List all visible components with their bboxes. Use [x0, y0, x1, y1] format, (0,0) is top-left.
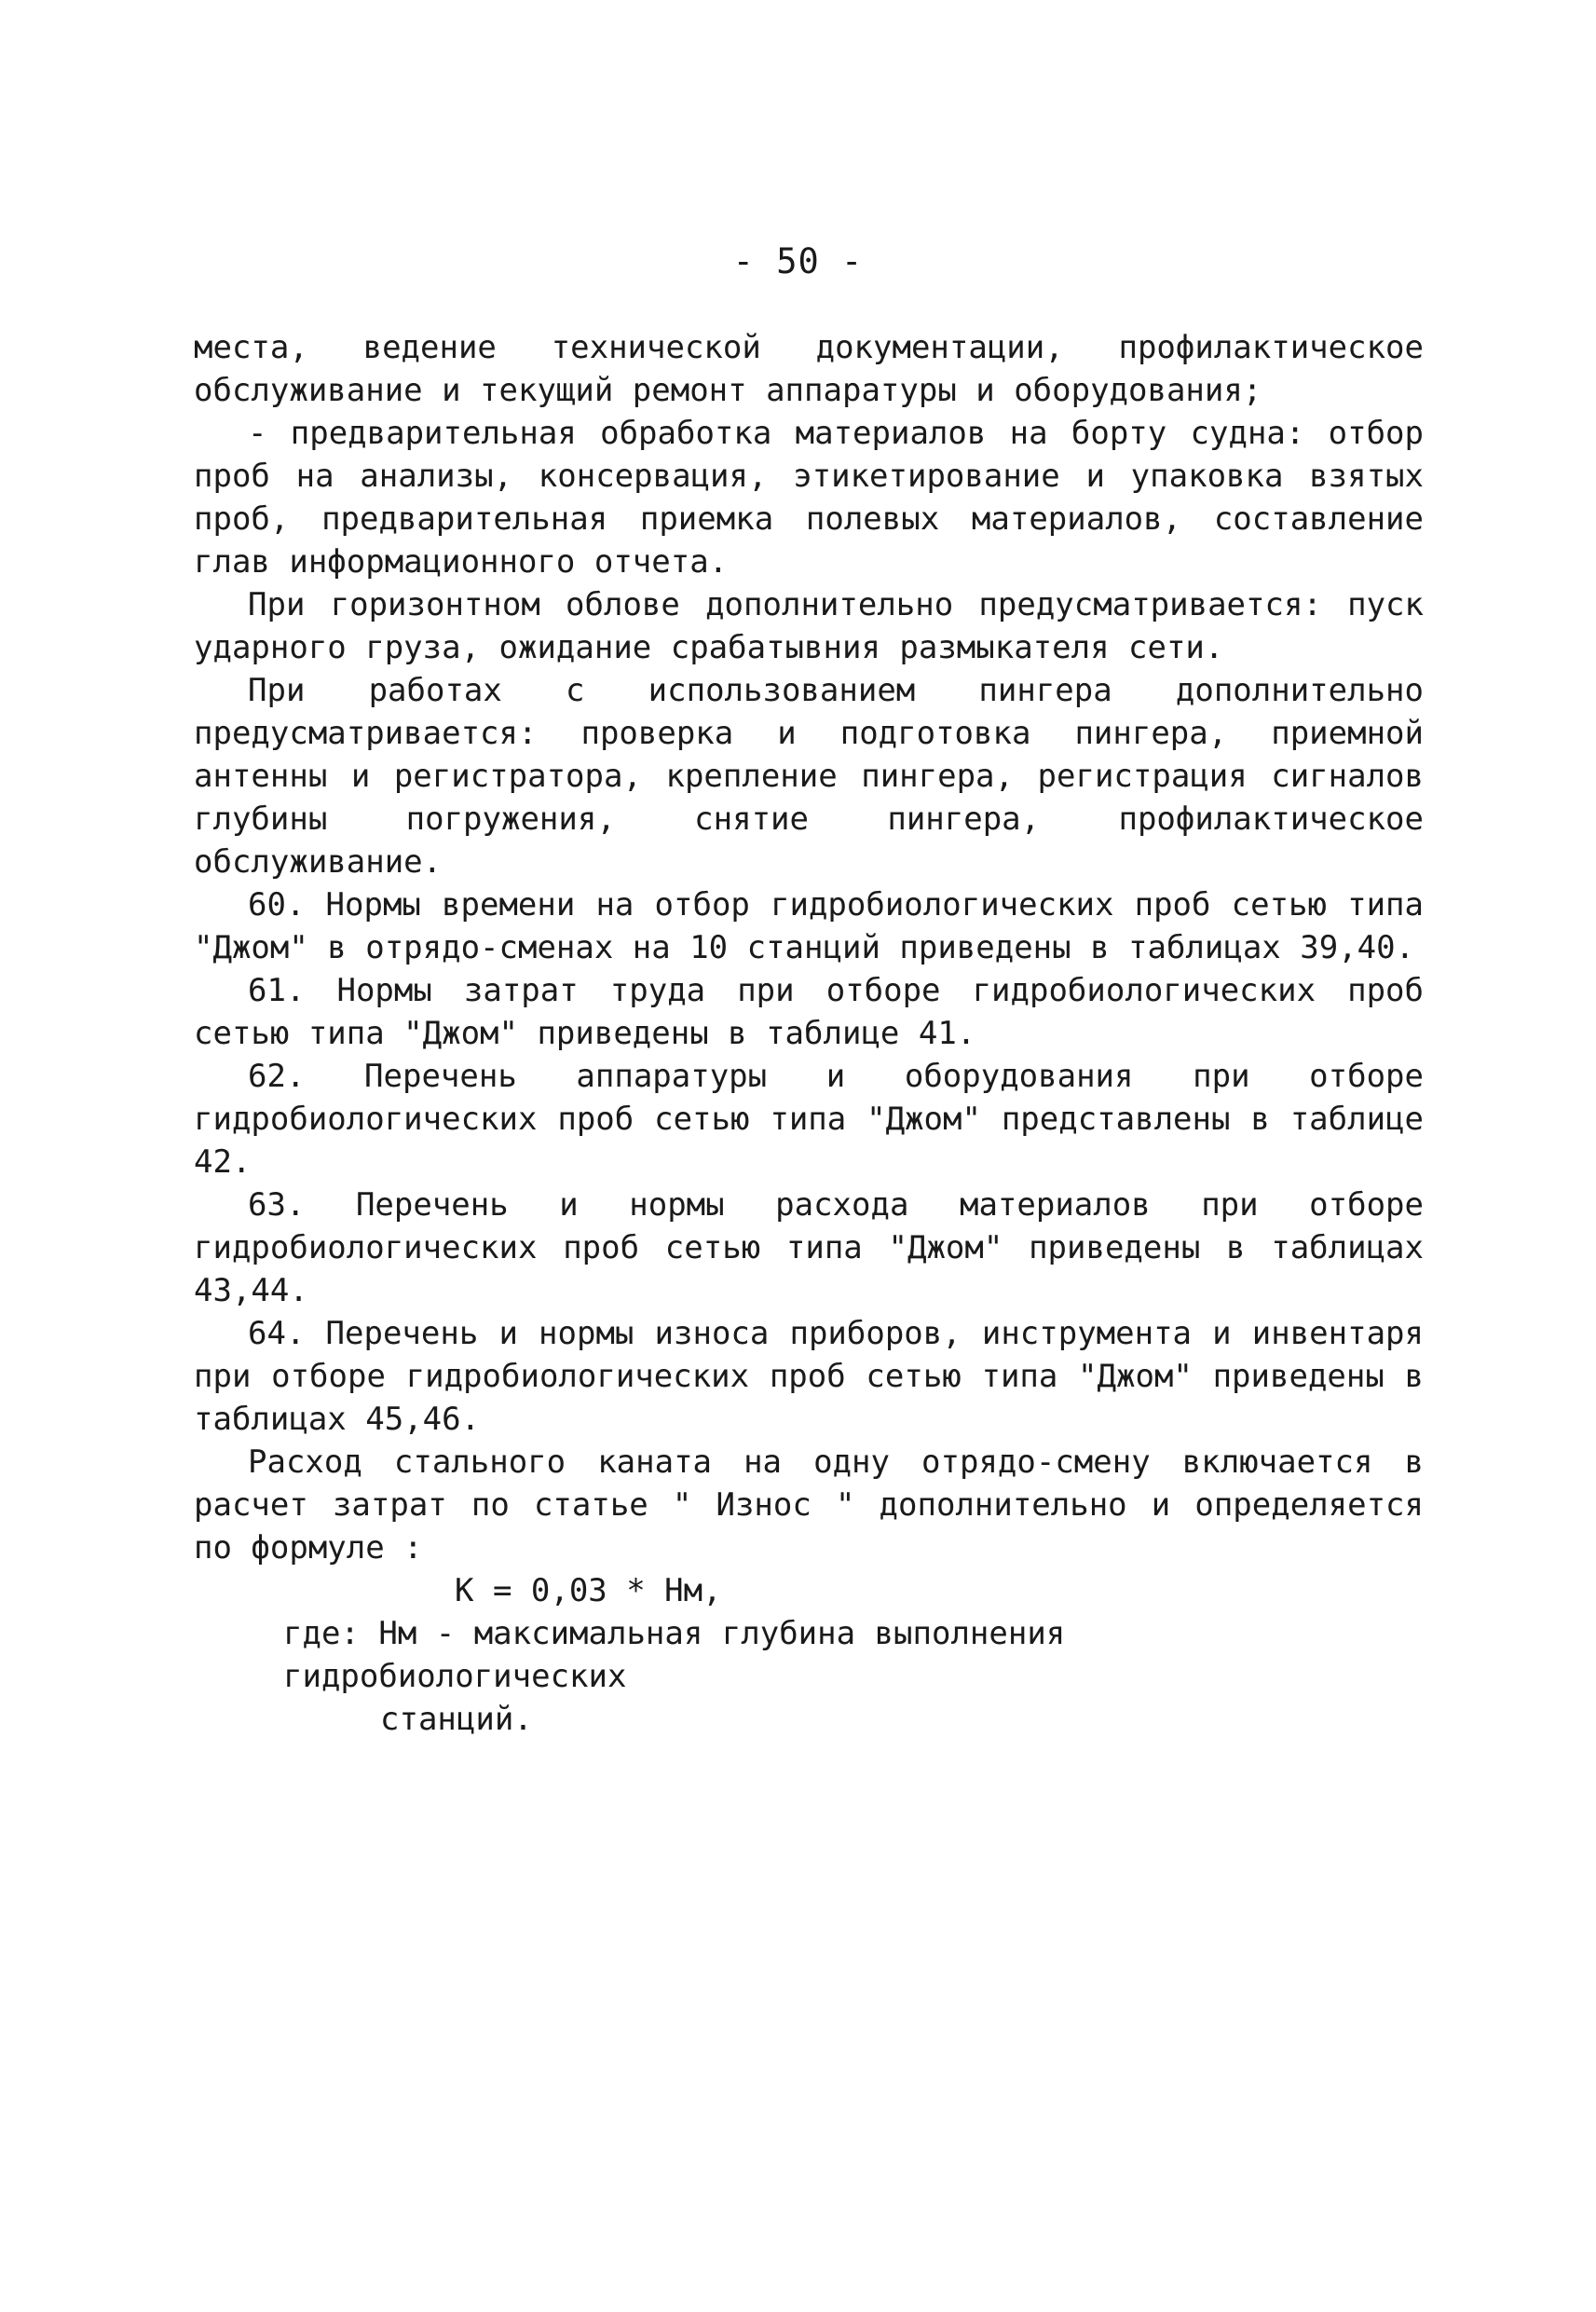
paragraph-continuation: места, ведение технической документации, профилактическое обслуживание и текущий ремонт аппаратуры и оборудования;: [194, 329, 1424, 409]
paragraph-item-60: 60. Нормы времени на отбор гидробиологических проб сетью типа "Джом" в отрядо-сменах на 10 станций приведены в таблицах 39,40.: [194, 886, 1424, 966]
paragraph-item-64: 64. Перечень и нормы износа приборов, инструмента и инвентаря при отборе гидробиологических проб сетью типа "Джом" приведены в таблицах 45,46.: [194, 1315, 1424, 1438]
paragraph-pinger: При работах с использованием пингера дополнительно предусматривается: проверка и подготовка пингера, приемной антенны и регистратора, крепление пингера, регистрация сигналов глубины погружения, снятие пингера, профилактическое обслуживание.: [194, 672, 1424, 881]
formula-where-line: где: Нм - максимальная глубина выполнения гидробиологических: [283, 1615, 1066, 1695]
paragraph-horizontal-haul: При горизонтном облове дополнительно предусматривается: пуск ударного груза, ожидание срабатывния размыкателя сети.: [194, 586, 1424, 666]
body-text: [194, 326, 1424, 1741]
formula: К = 0,03 * Нм,: [455, 1572, 722, 1609]
paragraph-steel-cable: Расход стального каната на одну отрядо-смену включается в расчет затрат по статье " Износ " дополнительно и определяется по формуле :: [194, 1443, 1424, 1566]
formula-where-continuation: станций.: [380, 1701, 533, 1738]
paragraph-preprocessing: - предварительная обработка материалов на борту судна: отбор проб на анализы, консервация, этикетирование и упаковка взятых проб, предварительная приемка полевых материалов, составление глав информационного отчета.: [194, 415, 1424, 581]
paragraph-item-61: 61. Нормы затрат труда при отборе гидробиологических проб сетью типа "Джом" приведены в таблице 41.: [194, 972, 1424, 1052]
paragraph-item-62: 62. Перечень аппаратуры и оборудования при отборе гидробиологических проб сетью типа "Джом" представлены в таблице 42.: [194, 1058, 1424, 1181]
page-number: - 50 -: [732, 241, 864, 281]
paragraph-item-63: 63. Перечень и нормы расхода материалов при отборе гидробиологических проб сетью типа "Джом" приведены в таблицах 43,44.: [194, 1186, 1424, 1309]
